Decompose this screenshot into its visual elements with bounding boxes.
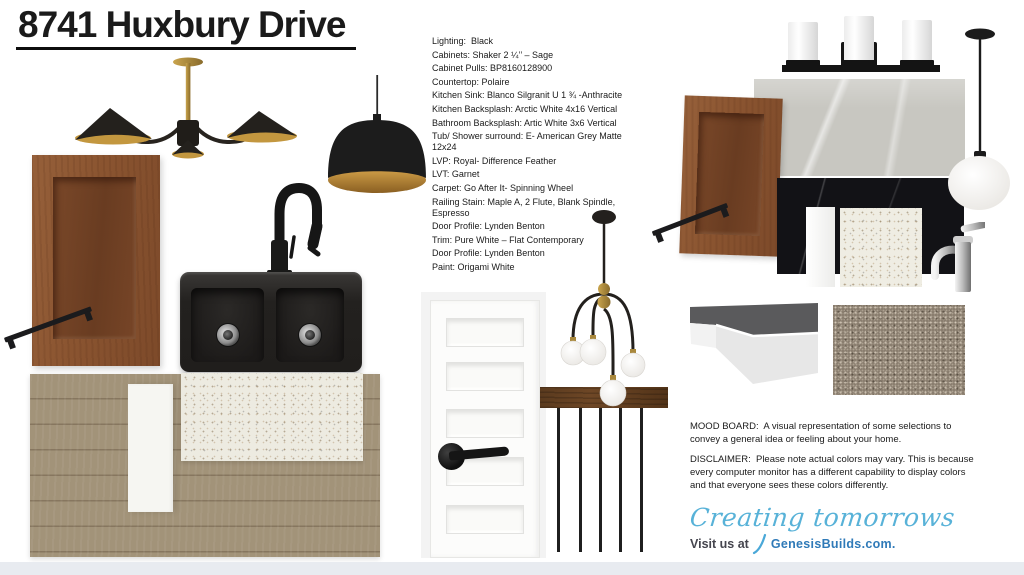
cabinet-door-left-image (32, 155, 160, 366)
spec-item: Carpet: Go After It- Spinning Wheel (432, 182, 574, 193)
railing-spindle (599, 408, 602, 552)
footer-visit-row (690, 533, 955, 555)
spec-item: Bathroom Backsplash: Artic White 3x6 Vertical (432, 117, 617, 128)
spec-item: Kitchen Backsplash: Arctic White 4x16 Vertical (432, 103, 618, 114)
railing-spindle (640, 408, 643, 552)
white-tile-sample (128, 384, 173, 512)
notes-block (690, 420, 982, 499)
bathroom-tile-sample (840, 208, 922, 287)
footer-site-text: GenesisBuilds.com. (770, 537, 896, 551)
spec-item: Door Profile: Lynden Benton (432, 221, 545, 232)
shower-surround-tile-sample (754, 79, 965, 176)
backsplash-panel-sample (806, 207, 835, 287)
spec-item: Trim: Pure White – Flat Contemporary (432, 234, 584, 245)
sink-drain (299, 324, 321, 346)
footer-visit-text: Visit us at (690, 537, 749, 551)
door-panel (446, 362, 524, 391)
countertop-sample (181, 373, 363, 461)
door-panel (446, 409, 524, 438)
spec-item: Tub/ Shower surround: E- American Grey Matte 12x24 (432, 131, 625, 153)
sink-drain (217, 324, 239, 346)
baseboard-trim-sample (685, 300, 825, 395)
footer-logo (690, 503, 955, 555)
spec-item: Countertop: Polaire (432, 76, 510, 87)
door-panel (446, 318, 524, 347)
swash-icon (752, 533, 768, 555)
spec-item: Paint: Origami White (432, 261, 515, 272)
cabinet-panel (695, 112, 764, 236)
railing-spindle (557, 408, 560, 552)
page-title: 8741 Huxbury Drive (16, 4, 356, 50)
spec-item: LVT: Garnet (432, 169, 480, 180)
railing-spindle (579, 408, 582, 552)
disclaimer-note: DISCLAIMER: Please note actual colors may vary. This is because every computer monitor has a different capability to display colors and that everyone sees these colors differently. (690, 454, 977, 491)
chandelier-3arm-image (60, 48, 310, 168)
spec-item: Railing Stain: Maple A, 2 Flute, Blank Spindle, Espresso (432, 196, 618, 218)
vanity-light-image (782, 8, 940, 74)
dome-pendant-image (325, 70, 430, 205)
kitchen-sink-image (180, 272, 362, 372)
interior-door-image (430, 300, 540, 558)
carpet-sample (833, 305, 965, 395)
railing-spindle (619, 408, 622, 552)
spec-item: Lighting: Black (432, 36, 494, 46)
kitchen-faucet-image (258, 182, 333, 278)
footer-tagline: Creating tomorrows (688, 503, 957, 532)
sink-bowl (191, 288, 264, 362)
door-panel (446, 505, 524, 534)
spec-item: Door Profile: Lynden Benton (432, 248, 545, 259)
sink-bowl (276, 288, 344, 362)
pendant-light-image (945, 26, 1015, 218)
bathroom-faucet-image (925, 222, 985, 295)
globe-chandelier-image (540, 205, 670, 407)
bottom-strip (0, 562, 1024, 575)
cabinet-door-right-image (679, 95, 782, 256)
spec-item: Cabinets: Shaker 2 ¼’’ – Sage (432, 49, 554, 60)
mood-board-note: MOOD BOARD: A visual representation of some selections to convey a general idea or feeling about your home. (690, 421, 955, 445)
spec-item: Cabinet Pulls: BP8160128900 (432, 63, 553, 74)
spec-item: Kitchen Sink: Blanco Silgranit U 1 ¾ -Anthracite (432, 90, 623, 101)
spec-item: LVP: Royal- Difference Feather (432, 155, 557, 166)
